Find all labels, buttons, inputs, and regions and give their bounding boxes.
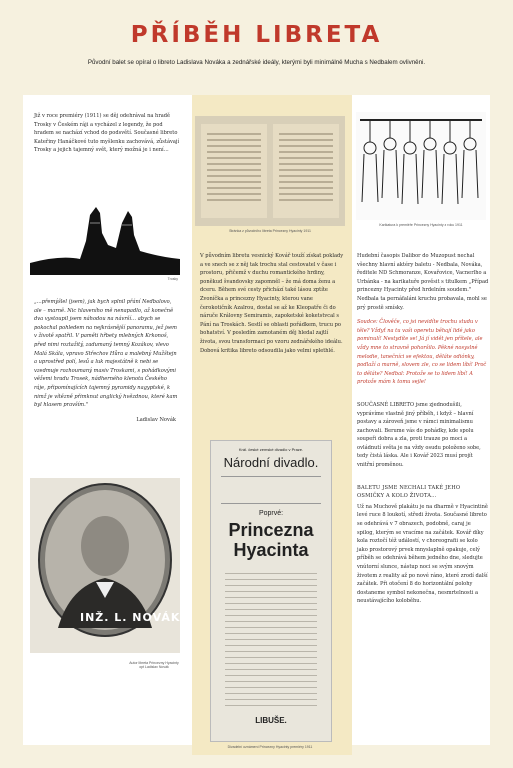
poster-title-1: Princezna: [228, 520, 314, 540]
right-paragraph-3: Už na Muchově plakátu je na dharmě v Hyacintině levé ruce 8 loukotí, středi života. Současné libreto se odehrává v 7 obrazech, podobně, caraj je spilog, kterým se vracíme na začátek. Kovář díky kola roztočí též událostí, v choreografii se kolo jako prostorový prvek mnyslaplně opakuje, celý příběh se odehrává během jedného dne, sledujte vnútorní slunce, nástup noci se svým snovým životem z reality až po nové ráno, které zrodí další začátek. Při otočení 8 do horizontální polohy dostaneme symbol nekonečna, nesmrtelnosti a neustávajícího koloběhu.: [357, 503, 488, 605]
libretto-book-image: [195, 116, 345, 226]
left-quote-block: [34, 298, 180, 430]
book-caption: Stránka z původního libreta Princezny Hyacinty 1911: [229, 229, 311, 233]
intro-text: Již v roce premiéry (1911) se děj odehrával na hradě Trosky v Českém ráji a vycházel z legendy, že pod hradem se nachází vchod do podsvětí. Současné libreto Kateřiny Hanáčkové tuto myšlenku zachovává, zůstávají Trosky a jejich tajemný svět, který možná je i není…: [34, 113, 180, 154]
poster-top-line: Král. české zemské divadlo v Praze.: [238, 447, 304, 452]
theatre-poster: [210, 440, 332, 742]
page-subtitle: Původní balet se opíral o libreto Ladislava Nováka a zednářské ideály, kterými byli minimálně Mucha s Nedbalem ovlivněni.: [87, 59, 426, 66]
center-text: V původním libretu vesnický Kovář touží získat poklady a ve snech se z něj tak trochu stal cestovatel v čase i prostoru, přičemž v duchu romantického hrdiny, poněkud švandovsky zapomněl – že má doma ženu a dceru. Během své cesty přichází také lásou zptíte Zvoníčka a princezny Hyacinty, kterou vane čerokotičník Azalrou, dostal se až ke Kleopatře či do náruče Královny Semiramis, zapoketské koketstvcal s Pání na Troskách. Sestlí se oblasti pořádkem, trucu po bohatství. V posledím zamotaném děj hledal zajtlí života, svou transformaci po vzoru zednářského ideálu. Dobová kritika libreto odsoudila jako velmi splethlé.: [200, 253, 344, 354]
right-paragraph-1: Hudební časopis Dalibor do Muzopust nechal všechny hlavní aktéry baletu - Nedbala, Nováka, ředitele ND Schmoranze, Kovařovice, Vacnerlho a Urbánka - na karikatuře pověsit s titulkem „Případ princezny Hyacinty před hrdelním soudem." Nedbala ta pernáfaláni kruchu probavala, mohl se prý prostě smísky.: [357, 253, 489, 311]
cartoon-caption: Karikatura k premiéře Princezny Hyacinty z roku 1911: [379, 223, 463, 227]
poster-premiere: Poprvé:: [258, 510, 284, 517]
right-red-quote: Soudce: Člověče, co jsi nevidíte trochu studu v těle? Vždyť na tu vaši operetu běhají lidé jako pominulí! Nestydíte se! Já jí vidět jen přítele, ale vždy mne to stravně pohoršilo. Pěkné nosyslné melodie, tanečníci se efektou, děláte odiónky, podlaží a marně, slovem zle, co se lidem líbí! Proč to děláte? Nedbal: Protože se to lidem líbí! A protože mám k tomu sejle!: [357, 319, 487, 386]
quote-author: Ladislav Novák: [136, 416, 176, 423]
poster-footer: LIBUŠE.: [255, 716, 287, 725]
portrait-caption: Autor libreta Princezny Hyacinty opt Ladislav Novák: [129, 661, 179, 669]
poster-title-2: Hyacinta: [233, 540, 309, 560]
trosky-illustration: [30, 193, 180, 275]
portrait-label: INŽ. L. NOVÁK: [80, 611, 181, 624]
right-text-block: [357, 252, 489, 612]
novak-portrait: [30, 478, 180, 653]
trosky-caption: Trosky: [167, 277, 178, 281]
right-heading-3: BALETU JSME NECHALI TAKÉ JEHO OSMIČKY A KOLO ŽIVOTA…: [357, 484, 461, 500]
cartoon-image: [356, 112, 486, 220]
page-title: PŘÍBĚH LIBRETA: [130, 22, 383, 48]
left-intro: [34, 112, 180, 161]
right-paragraph-2: SOUČASNÉ LIBRETO jsme zjednodušili, vyprávíme vlastně jiný příběh, i když – hlavní postavy a zároveň jsme v rámci minimalismu zachovali. Berume vás do pohádky, kde spolu soupeři dobra a zla, proti trauze po moci a ovládnutí světa je na vždy osudu položeno sobe, tedy čistá láska. Ale i Kovář 2023 musí projít vnitřní proměnou.: [357, 401, 481, 469]
center-text-block: [200, 252, 346, 361]
poster-theatre: Národní divadlo.: [223, 455, 319, 470]
poster-caption: Divadelní oznámení Princezny Hyacinty premiéry 1911: [227, 745, 313, 749]
novak-quote: „…přemýšlel (jsem), jak bych splnil přání Nedbalovo, ale – marně. Nic hlaveního mě nenapadlo, až konečně dva vystoupil jsem náhodou na návrší… abych se pokochal pohledem na nejkrásnější panoramu, jež jsem v životě spatřil. V paměti hřbety mlebných Krkonoš, před nimi roztažitý, zadumaný temný Kozákov, vlevo Malá Skála, vpravo Střechov Hůra a malebný Mužštejn a uprostřed polí, lesů a luk majestátně k nebi se vzedmuje rozhoumaný masiv Troskami, s pohádkovými věžemi hradu Trosek, nádherného klenotu Českého ráje, připomínajících tajemný pyramidy nagyptské, k nimž je vítězně přimknut anglický hvězdnou, které kam byl hlasem pravším.": [34, 299, 178, 409]
